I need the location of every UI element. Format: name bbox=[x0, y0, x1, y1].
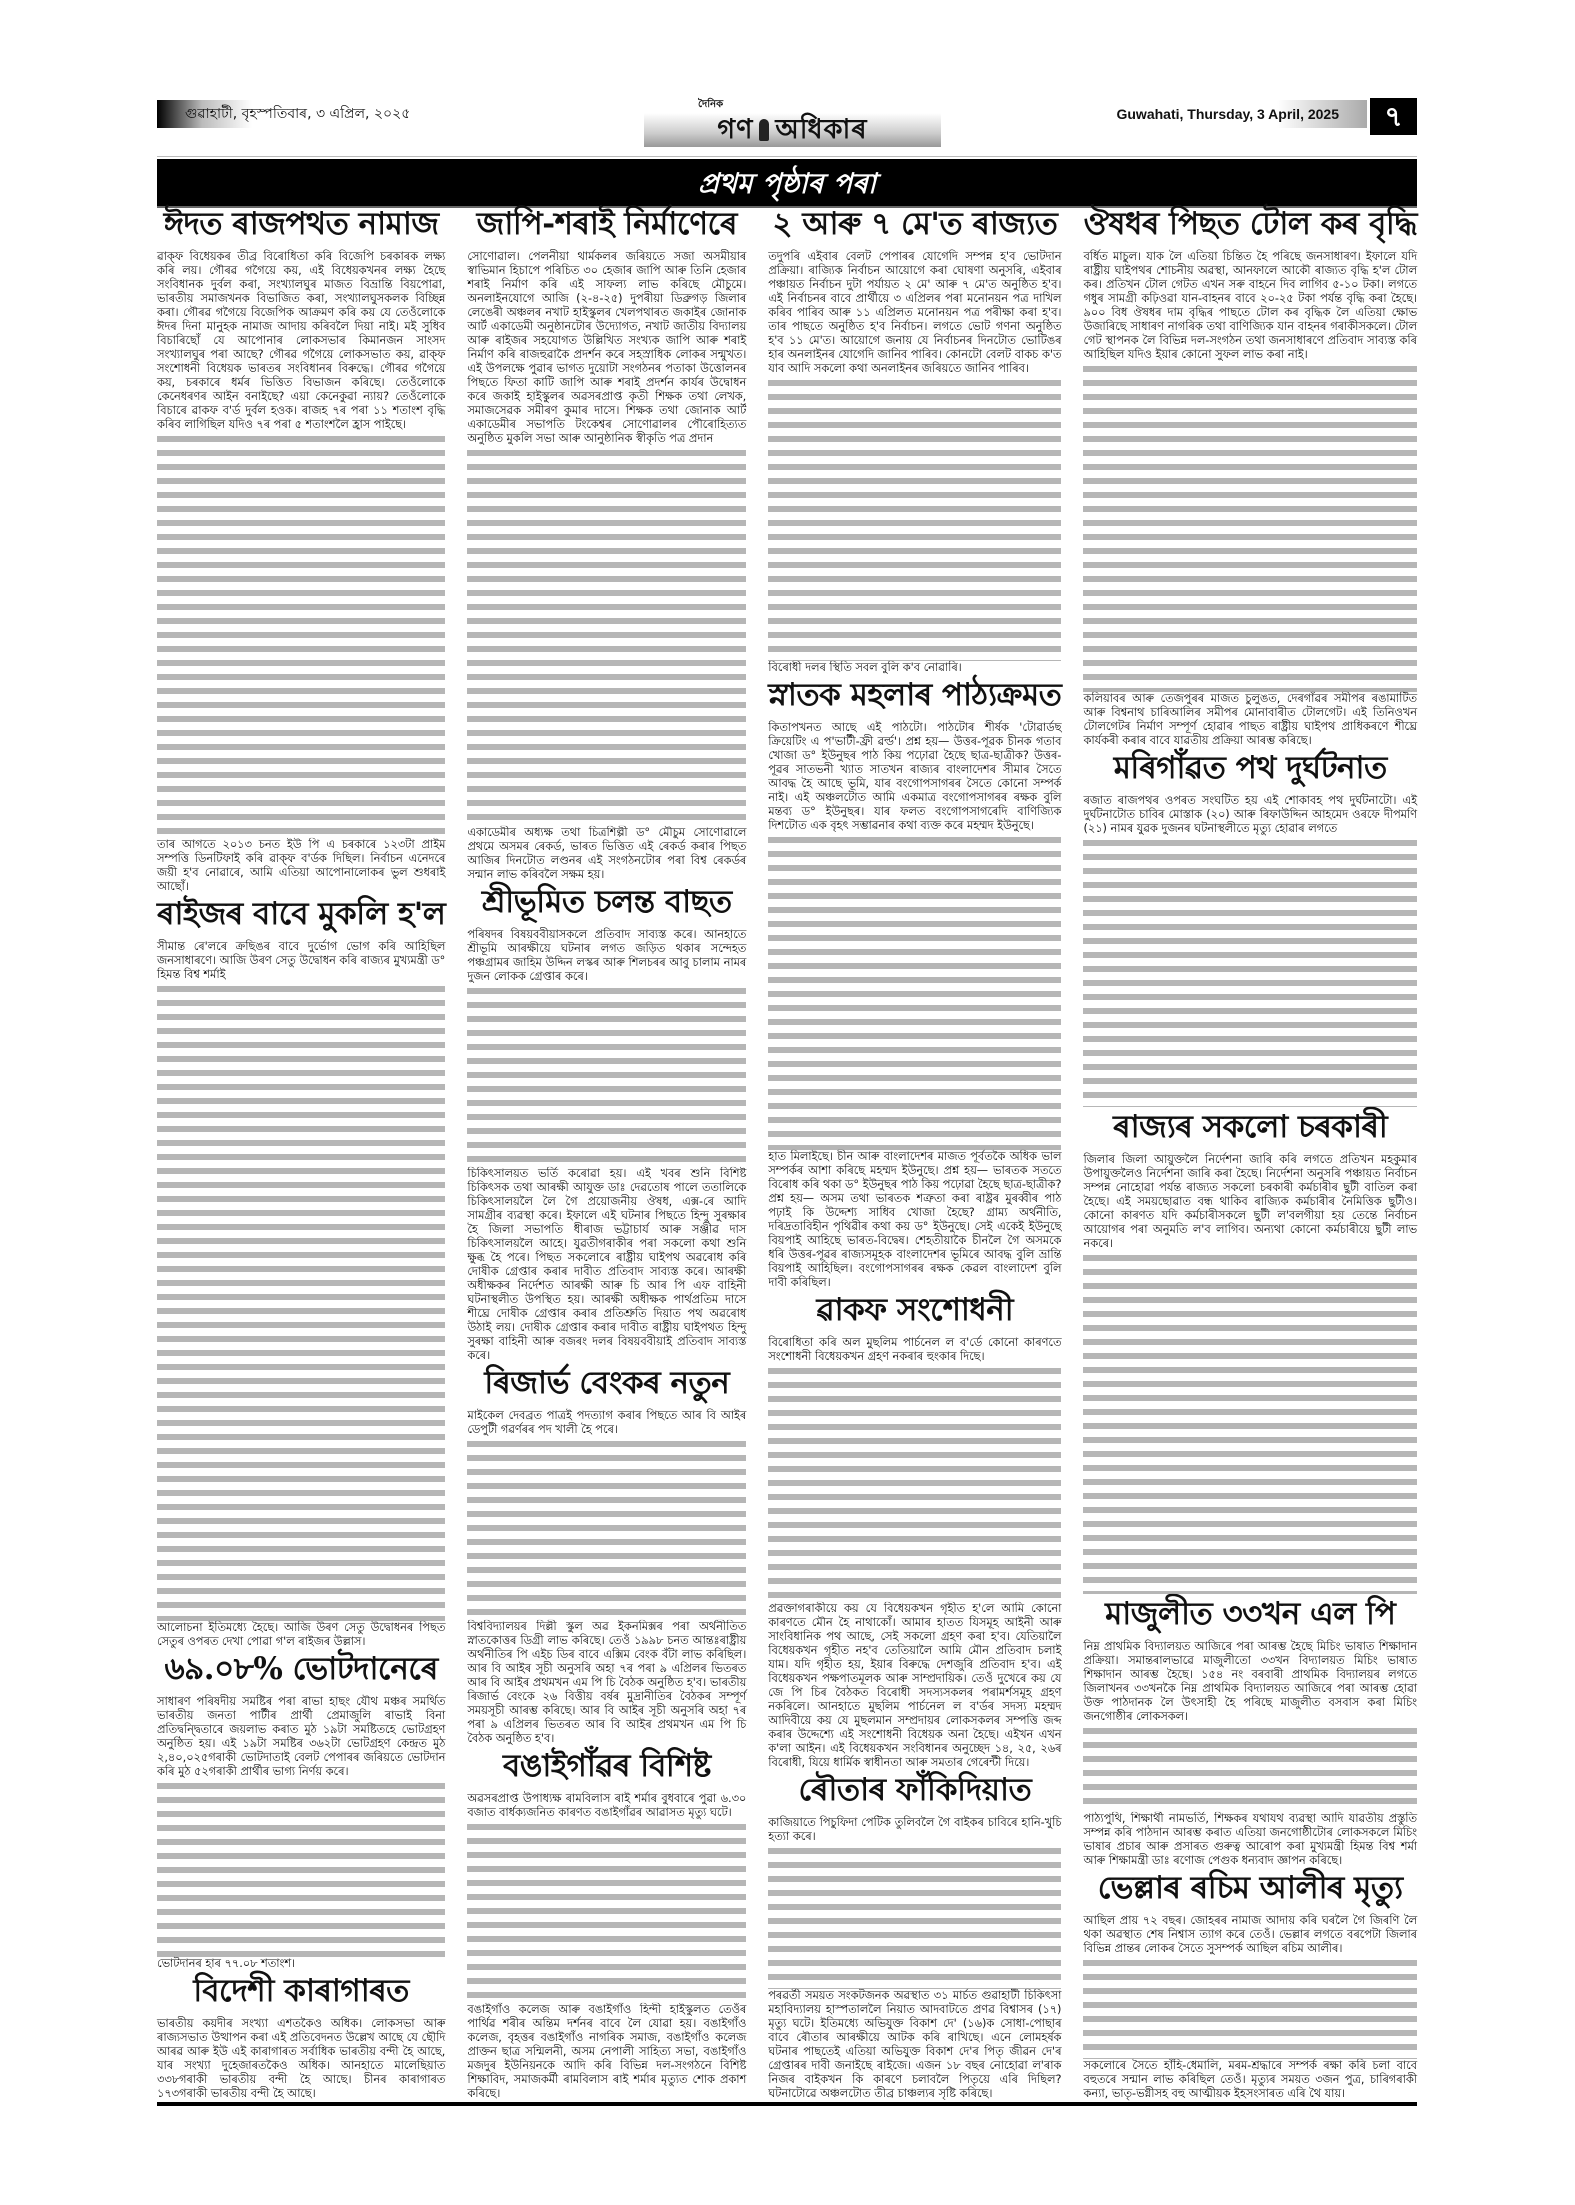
article-headline: ৬৯.০৮% ভোটদানেৰে bbox=[164, 1651, 438, 1687]
article-headline: জাপি-শৰাই নিৰ্মাণেৰে bbox=[476, 206, 737, 242]
article-headline: ৱাকফ সংশোধনী bbox=[816, 1292, 1014, 1328]
body-text-continuation bbox=[157, 1779, 445, 1957]
body-text-continuation bbox=[467, 1437, 746, 1620]
body-text-continuation bbox=[1083, 362, 1417, 692]
body-text-continuation bbox=[157, 432, 445, 838]
column-2 bbox=[467, 204, 746, 2101]
article-body-tail: পাঠ্যপুথি, শিক্ষাৰ্থী নামভৰ্তি, শিক্ষকৰ যথাযথ ব্যৱস্থা আদি যাৱতীয় প্ৰস্তুতি সম্পন্ন কৰি পাঠদান আৰম্ভ কৰাত এতিয়া জনগোষ্ঠীটোৰ লোকসকলে মিচিং ভাষাৰ প্ৰচাৰ আৰু প্ৰসাৰত গুৰুত্ব আৰোপ কৰা মুখ্যমন্ত্ৰী হিমন্ত বিশ্ব শৰ্মা আৰু শিক্ষামন্ত্ৰী ডাঃ ৰণোজ পেগুক ধন্যবাদ জ্ঞাপন কৰিছে। bbox=[1083, 1812, 1417, 1867]
article-eid-namaz bbox=[157, 204, 445, 894]
page-number: ৭ bbox=[1370, 98, 1417, 135]
body-text-continuation bbox=[768, 376, 1061, 661]
article-panchayat-election bbox=[768, 204, 1061, 675]
article-headline: ঈদত ৰাজপথত নামাজ bbox=[163, 206, 439, 242]
article-body-tail: আলোচনা ইতিমধ্যে হৈছে। আজি উৰণ সেতু উদ্বোধনৰ পিছত সেতুৰ ওপৰত দেখা পোৱা গ'ল ৰাইজৰ উল্লাস। bbox=[157, 1621, 446, 1648]
body-text-continuation bbox=[157, 982, 445, 1621]
article-headline: ৰৌতাৰ ফাঁকিদিয়াত bbox=[798, 1772, 1032, 1808]
article-body-lead: নিম্ন প্ৰাথমিক বিদ্যালয়ত আজিৰে পৰা আৰম্ভ হৈছে মিচিং ভাষাত শিক্ষাদান প্ৰক্ৰিয়া। সমান্তৰালভাৱে মাজুলীতো ৩৩খন বিদ্যালয়ত মিচিং ভাষাত শিক্ষাদান আৰম্ভ হৈছে। ১৫৪ নং বৰবাৰী প্ৰাথমিক বিদ্যালয়ৰ লগতে জিলাখনৰ ৩৩খনকৈ নিম্ন প্ৰাথমিক বিদ্যালয়ত আজিৰে পৰা আৰম্ভ হোৱা উক্ত পাঠদানক লৈ উৎসাহী হৈ পৰিছে মাজুলীত বসবাস কৰা মিচিং জনগোষ্ঠীৰ লোকসকল। bbox=[1083, 1640, 1417, 1723]
newspaper-logo bbox=[644, 113, 941, 147]
article-graduate-syllabus bbox=[768, 675, 1061, 1290]
article-bongaigaon-obituary bbox=[467, 1746, 746, 2101]
article-reserve-bank bbox=[467, 1363, 746, 1746]
article-headline: বিদেশী কাৰাগাৰত bbox=[193, 1973, 409, 2009]
column-1 bbox=[157, 204, 445, 2101]
article-bridge-opened bbox=[157, 894, 445, 1649]
article-body-lead: সোণোৱাল। পেলনীয়া থাৰ্মকলৰ জৰিয়তে সজা অসমীয়াৰ স্বাভিমান হিচাপে পৰিচিত ৩০ হেজাৰ জাপি আৰু তিনি হেজাৰ শৰাই নিৰ্মাণ কৰি এই সাফল্য লাভ কৰিছে মৌচুমে। অনলাইনযোগে আজি (২-৪-২৫) দুপৰীয়া ডিব্ৰুগড় জিলাৰ লেঙেৰী অঞ্চলৰ নখাট হাইস্কুলৰ খেলপথাৰত জকাইৰ জোনাক আৰ্ট একাডেমী অনুষ্ঠানটোৰ উদ্যোগত, নখাট জাতীয় বিদ্যালয় আৰু ৰাইজৰ সহযোগত উল্লিখিত সংখ্যক জাপি আৰু শৰাই নিৰ্মাণ কৰি ৰাজহুৱাকৈ প্ৰদৰ্শন কৰে সহস্ৰাধিক লোকৰ সন্মুখত। এই উপলক্ষে পুৱাৰ ভাগত দুয়োটা সংগঠনৰ পতাকা উত্তোলনৰ পিছতে ফিতা কাটি জাপি আৰু শৰাই প্ৰদৰ্শন কাৰ্যৰ উদ্বোধন কৰে জকাই হাইস্কুলৰ অৱসৰপ্ৰাপ্ত কৃতী শিক্ষক তথা লেখক, সমাজসেৱক সমীৰণ কুমাৰ দাসে। শিক্ষক তথা জোনাক আৰ্ট একাডেমীৰ সভাপতি টংকেশ্বৰ সোণোৱালৰ পৌৰোহিত্যত অনুষ্ঠিত মুকলি সভা আৰু আনুষ্ঠানিক স্বীকৃতি পত্ৰ প্ৰদান bbox=[467, 250, 747, 445]
article-body-tail: পৰৱৰ্তী সময়ত সংকটজনক অৱস্থাত ৩১ মাৰ্চত গুৱাহাটী চিকিৎসা মহাবিদ্যালয় হাস্পতাললৈ নিয়াত আদবাটতে প্ৰণৱ বিশ্বাসৰ (১৭) মৃত্যু ঘটে। ইতিমধ্যে অভিযুক্ত বিকাশ দে' (১৬)ক সোধা-পোছাৰ বাবে ৰৌতাৰ আৰক্ষীয়ে আটক কৰি ৰাখিছে। এনে লোমহৰ্ষক ঘটনাৰ পাছতেই এতিয়া অভিযুক্ত বিকাশ দে'ৰ পিতৃ জীৱন দে'ৰ গ্ৰেপ্তাৰৰ দাবী জনাইছে ৰাইজে। এজন ১৮ বছৰ নোহোৱা ল'ৰাক নিজৰ বাইকখন কি কাৰণে চলাবলৈ পিতৃয়ে এৰি দিছিল? ঘটনাটোৱে অঞ্চলটোত তীব্ৰ চাঞ্চল্যৰ সৃষ্টি কৰিছে। bbox=[768, 1989, 1062, 2100]
article-headline: শ্ৰীভূমিত চলন্ত বাছত bbox=[481, 884, 732, 920]
article-headline: ভেল্লাৰ ৰচিম আলীৰ মৃত্যু bbox=[1097, 1870, 1403, 1906]
body-text-continuation bbox=[1083, 1251, 1417, 1594]
article-body-lead: ৱাক্ফ বিধেয়কৰ তীব্ৰ বিৰোধিতা কৰি বিজেপি চৰকাৰক লক্ষ্য কৰি লয়। গৌৰৱ গগৈয়ে কয়, এই বিধেয়কখনৰ লক্ষ্য হৈছে সংবিধানক দুৰ্বল কৰা, সংখ্যালঘুৰ মাজত বিভ্ৰান্তি বিয়পোৱা, ভাৰতীয় সমাজখনক বিভাজিত কৰা, সংখ্যালঘুসকলক বিচ্ছিন্ন কৰা। গৌৰৱ গগৈয়ে বিজেপিক আক্ৰমণ কৰি কয় যে তেওঁলোকে ঈদৰ দিনা মানুহক নামাজ আদায় কৰিবলৈ দিয়া নাই। মই সুধিব বিচাৰিছোঁ যে আপোনাৰ লোকসভাৰ কিমানজন সাংসদ সংখ্যালঘুৰ পৰা আছে? গৌৰৱ গগৈয়ে লোকসভাত কয়, ৱাক্ফ সংশোধনী বিধেয়ক ভাৰতৰ সংবিধানৰ বিৰুদ্ধে। গৌৰৱ গগৈয়ে কয়, চৰকাৰে ধৰ্মৰ ভিত্তিত বিভাজন কৰিছে। তেওঁলোকে কেনেধৰণৰ আইন বনাইছে? এয়া কেনেকুৱা ন্যায়? তেওঁলোকে বিচাৰে ৱাকফ ব'ৰ্ড দুৰ্বল হওক। ৰাজহ ৭ৰ পৰা ১১ শতাংশ বৃদ্ধি কৰিব লাগিছিল যদিও ৭ৰ পৰা ৫ শতাংশলৈ হ্ৰাস পাইছে। bbox=[157, 250, 446, 431]
article-body-tail: বঙাইগাঁও কলেজ আৰু বঙাইগাঁও হিন্দী হাইস্কুলত তেওঁৰ পাৰ্থিৱ শৰীৰ অন্তিম দৰ্শনৰ বাবে লৈ যোৱা হয়। বঙাইগাঁও কলেজ, বৃহত্তৰ বঙাইগাঁও নাগৰিক সমাজ, বঙাইগাঁও কলেজ প্ৰাক্তন ছাত্ৰ সন্মিলনী, অসম নেপালী সাহিত্য সভা, বঙাইগাঁও মজদুৰ ইউনিয়নকে আদি কৰি বিভিন্ন দল-সংগঠনে বিশিষ্ট শিক্ষাবিদ, সমাজকৰ্মী ৰামবিলাস ৰাই শৰ্মাৰ মৃত্যুত শোক প্ৰকাশ কৰিছে। bbox=[467, 2003, 747, 2100]
article-foreign-prisons bbox=[157, 1971, 445, 2101]
article-body-lead: অৱসৰপ্ৰাপ্ত উপাধ্যক্ষ ৰামবিলাস ৰাই শৰ্মাৰ বুধবাৰে পুৱা ৬.৩০ বজাত বাৰ্ধক্যজনিত কাৰণত বঙাইগাঁৱৰ আৱাসত মৃত্যু ঘটে। bbox=[467, 1792, 747, 1819]
divider bbox=[157, 156, 1417, 157]
article-waqf-amendment bbox=[768, 1290, 1061, 1770]
column-3 bbox=[768, 204, 1061, 2101]
article-toll-hike bbox=[1083, 204, 1417, 748]
article-headline: স্নাতক মহলাৰ পাঠ্যক্ৰমত bbox=[768, 677, 1062, 713]
article-body-tail: তাৰ আগতে ২০১৩ চনত ইউ পি এ চৰকাৰে ১২৩টা প্ৰাইম সম্পত্তি ডিনটিফাই কৰি ৱাক্ফ ব'ৰ্ডক দিছিল। নিৰ্বাচন এনেদৰে জয়ী হ'ব নোৱাৰে, আমি এতিয়া আপোনালোকৰ ভুল শুধৰাই আছোঁ। bbox=[157, 838, 446, 893]
masthead-date-assamese: গুৱাহাটী, বৃহস্পতিবাৰ, ৩ এপ্ৰিল, ২০২৫ bbox=[157, 100, 407, 128]
article-body-lead: মাইকেল দেবব্ৰত পাত্ৰই পদত্যাগ কৰাৰ পিছতে আৰ বি আইৰ ডেপুটী গৱৰ্ণৰৰ পদ খালী হৈ পৰে। bbox=[467, 1409, 747, 1436]
article-body-lead: ৰজাত ৰাজপথৰ ওপৰত সংঘটিত হয় এই শোকাবহ পথ দুৰ্ঘটনাটো। এই দুৰ্ঘটনাটোত চাবিৰ মোস্তাক (২০) আৰু ৰিফাউদ্দিন আহমেদ ওৰফে দীপমণি (২১) নামৰ যুৱক দুজনৰ ঘটনাস্থলীতে মৃত্যু হোৱাৰ লগতে bbox=[1083, 794, 1417, 835]
article-japi-record bbox=[467, 204, 746, 882]
article-body-tail: কলিয়াবৰ আৰু তেজপুৰৰ মাজত চুলুঙত, দেৰগাঁৱৰ সমীপৰ ৰঙামাটিত আৰু বিশ্বনাথ চাৰিআলিৰ সমীপৰ মোনাবাৰীত টোলগেট। এই তিনিওখন টোলগেটৰ নিৰ্মাণ সম্পূৰ্ণ হোৱাৰ পাছত ৰাষ্ট্ৰীয় ঘাইপথ প্ৰাধিকৰণে শীঘ্ৰে কাৰ্যকৰী কৰাৰ বাবে যাৱতীয় প্ৰক্ৰিয়া আৰম্ভ কৰিছে। bbox=[1083, 692, 1417, 747]
article-columns bbox=[157, 204, 1417, 2100]
article-rowta-murder bbox=[768, 1770, 1061, 2101]
article-body-lead: আছিল প্ৰায় ৭২ বছৰ। জোহৰৰ নামাজ আদায় কৰি ঘৰলৈ গৈ জিৰণি লৈ থকা অৱস্থাত শেষ নিশ্বাস ত্যাগ কৰে তেওঁ। ভেল্লাৰ লগতে বৰপেটা জিলাৰ বিভিন্ন প্ৰান্তৰ লোকৰ সৈতে সুসম্পৰ্ক আছিল ৰচিম আলীৰ। bbox=[1083, 1914, 1417, 1955]
article-body-tail: ভোটদানৰ হাৰ ৭৭.০৮ শতাংশ। bbox=[157, 1957, 296, 1970]
body-text-continuation bbox=[467, 446, 746, 826]
article-body-lead: কাজিয়াতে পিচুফিদা পেটিক তুলিবলৈ গৈ বাইকৰ চাবিৰে হানি-খুচি হত্যা কৰে। bbox=[768, 1816, 1062, 1843]
article-headline: ৰাইজৰ বাবে মুকলি হ'ল bbox=[157, 896, 446, 932]
logo-word-right: অধিকাৰ bbox=[775, 114, 868, 145]
article-body-lead: বৰ্ধিত মাচুল। যাক লৈ এতিয়া চিন্তিত হৈ পৰিছে জনসাধাৰণ। ইফালে যদি ৰাষ্ট্ৰীয় ঘাইপথৰ শোচনীয় অৱস্থা, আনফালে আকৌ ৰাজ্যত বৃদ্ধি হ'ল টোল কৰ। প্ৰতিখন টোল গেটত এখন সৰু বাহনে দিব লাগিব ৫-১০ টকা। লগতে গধুৰ সামগ্ৰী কঢ়িওৱা যান-বাহনৰ বাবে ২০-২৫ টকা পৰ্যন্ত বৃদ্ধি কৰা হৈছে। ৯০০ বিধ ঔষধৰ দাম বৃদ্ধিৰ পাছতে টোল কৰ বৃদ্ধিক লৈ এতিয়া ক্ষোভ উজাৰিছে সাধাৰণ নাগৰিক তথা বাণিজ্যিক যান বাহনৰ গৰাকীসকলে। টোল গেট স্থাপনক লৈ বিভিন্ন দল-সংগঠন তথা জনসাধাৰণে প্ৰতিবাদ সাব্যস্ত কৰি আহিছিল যদিও ইয়াৰ কোনো সুফল লাভ কৰা নাই। bbox=[1083, 250, 1417, 361]
article-body-lead: সীমান্ত ৰে'লৰে ক্ৰছিঙৰ বাবে দুৰ্ভোগ ভোগ কৰি আহিছিল জনসাধাৰণে। আজি উৰণ সেতু উদ্বোধন কৰি ৰাজ্যৰ মুখ্যমন্ত্ৰী ড° হিমন্ত বিশ্ব শৰ্মাই bbox=[157, 940, 446, 981]
article-majuli-mising-schools bbox=[1083, 1594, 1417, 1868]
article-headline: মৰিগাঁৱত পথ দুৰ্ঘটনাত bbox=[1113, 750, 1387, 786]
article-body-tail: প্ৰৱক্তাগৰাকীয়ে কয় যে বিধেয়কখন গৃহীত হ'লে আমি কোনো কাৰণতে মৌন হৈ নাথাকোঁ। আমাৰ হাতত যিসমূহ আইনী আৰু সাংবিধানিক পথ আছে, সেই সকলো গ্ৰহণ কৰা হ'ব। যেতিয়ালৈ বিধেয়কখন গৃহীত নহ'ব তেতিয়ালৈ আমি মৌন প্ৰতিবাদ চলাই যাম। যদি গৃহীত হয়, ইয়াৰ বিৰুদ্ধে দেশজুৰি প্ৰতিবাদ হ'ব। এই বিধেয়কখন পক্ষপাতমূলক আৰু সাম্প্ৰদায়িক। তেওঁ দুখেৰে কয় যে জে পি চিৰ বৈঠকত বিৰোধী সদস্যসকলৰ পৰামৰ্শসমূহ গ্ৰহণ নকৰিলে। আনহাতে মুছলিম পাৰ্চনেল ল ব'ৰ্ডৰ সদস্য মহম্মদ আদিবীয়ে কয় যে মুছলমান সম্প্ৰদায়ৰ লোকসকলৰ সম্পত্তি জব্দ কৰাৰ উদ্দেশ্যে এই সংশোধনী বিধেয়ক অনা হৈছে। এইখন এখন ক'লা আইন। এই বিধেয়কখন সংবিধানৰ অনুচ্ছেদ ১৪, ২৫, ২৬ৰ বিৰোধী, যিয়ে ধাৰ্মিক স্বাধীনতা আৰু সমতাৰ গেৰেন্টী দিয়ে। bbox=[768, 1602, 1062, 1769]
article-body-lead: বিৰোধিতা কৰি অল মুছলিম পাৰ্চনেল ল ব'ৰ্ডে কোনো কাৰণতে সংশোধনী বিধেয়কখন গ্ৰহণ নকৰাৰ হুংকাৰ দিছে। bbox=[768, 1336, 1062, 1363]
article-headline: ৰাজ্যৰ সকলো চৰকাৰী bbox=[1113, 1109, 1388, 1145]
article-headline: মাজুলীত ৩৩খন এল পি bbox=[1105, 1596, 1396, 1632]
article-body-lead: জিলাৰ জিলা আয়ুক্তলৈ নিৰ্দেশনা জাৰি কৰি লগতে প্ৰতিখন মহকুমাৰ উপায়ুক্তলৈও নিৰ্দেশনা জাৰি কৰা হৈছে। নিৰ্দেশনা অনুসৰি পঞ্চায়ত নিৰ্বাচন সম্পন্ন নোহোৱা পৰ্যন্ত ৰাজ্যত সকলো চৰকাৰী কৰ্মচাৰীৰ ছুটী বাতিল কৰা হৈছে। এই সময়ছোৱাত বন্ধ থাকিব ৰাজ্যিক কৰ্মচাৰীৰ নৈমিত্তিক ছুটীও। কোনো কাৰণত যদি কৰ্মচাৰীসকলে ছুটী ল'বলগীয়া হয় তেন্তে নিৰ্বাচন আয়োগৰ পৰা অনুমতি ল'ব লাগিব। অন্যথা কোনো কৰ্মচাৰীয়ে ছুটী লাভ নকৰে। bbox=[1083, 1153, 1417, 1250]
article-body-tail: বিৰোধী দলৰ স্থিতি সবল বুলি ক'ব নোৱাৰি। bbox=[768, 661, 962, 674]
body-text-continuation bbox=[1083, 836, 1417, 1107]
article-body-lead: কিতাপখনত আছে এই পাঠটো। পাঠটোৰ শীৰ্ষক 'টোৱাৰ্ডছ ক্ৰিয়েটিং এ প'ভাৰ্টী-ফ্ৰী ৱৰ্ল্ড'। প্ৰশ্ন হয়— উত্তৰ-পূৱক চীনক গতাব খোজা ড° ইউনুছৰ পাঠ কিয় পঢ়োৱা হৈছে ছাত্ৰ-ছাত্ৰীক? উত্তৰ-পূৱৰ সাতভনী খ্যাত সাতখন ৰাজ্যৰ বাংলাদেশৰ সীমাৰ সৈতে আবদ্ধ হৈ আছে ভূমি, যাৰ বংগোপসাগৰৰ সৈতে কোনো সম্পৰ্ক নাই। এই অঞ্চলটোত আমি একমাত্ৰ বংগোপসাগৰৰ ৰক্ষক বুলি মন্তব্য ড° ইউনুছৰ। যাৰ ফলত বংগোপসাগৰেদি বাণিজ্যিক দিশটোত এক বৃহৎ সম্ভাৱনাৰ কথা ব্যক্ত কৰে মহম্মদ ইউনুছে। bbox=[768, 721, 1062, 832]
column-4 bbox=[1083, 204, 1417, 2101]
article-headline: ২ আৰু ৭ মে'ত ৰাজ্যত bbox=[772, 206, 1058, 242]
section-banner: প্ৰথম পৃষ্ঠাৰ পৰা bbox=[157, 159, 1417, 208]
article-body-lead: তদুপৰি এইবাৰ বেলট পেপাৰৰ যোগেদি সম্পন্ন হ'ব ভোটদান প্ৰক্ৰিয়া। ৰাজ্যিক নিৰ্বাচন আয়োগে কৰা ঘোষণা অনুসৰি, এইবাৰ পঞ্চায়ত নিৰ্বাচন দুটা পৰ্যায়ত ২ মে' আৰু ৭ মে'ত অনুষ্ঠিত হ'ব। এই নিৰ্বাচনৰ বাবে প্ৰাৰ্থীয়ে ৩ এপ্ৰিলৰ পৰা মনোনয়ন পত্ৰ দাখিল কৰিব পাৰিব আৰু ১১ এপ্ৰিলত মনোনয়ন পত্ৰ পৰীক্ষা কৰা হ'ব। তাৰ পাছতে অনুষ্ঠিত হ'ব নিৰ্বাচন। লগতে ভোট গণনা অনুষ্ঠিত হ'ব ১১ মে'ত। আয়োগে জনায় যে নিৰ্বাচনৰ দিনটোত ভোটিঙৰ হাৰ অনলাইনৰ যোগেদি জানিব পাৰিব। কোনটো বেলট বাকচ ক'ত যাব আদি সকলো কথা অনলাইনৰ জৰিয়তে জানিব পাৰিব। bbox=[768, 250, 1062, 375]
article-body-tail: সকলোৰে সৈতে হাঁহি-ধেমালি, মৰম-শ্ৰদ্ধাৰে সম্পৰ্ক ৰক্ষা কৰি চলা বাবে বহুতৰে সন্মান লাভ কৰিছিল তেওঁ। মৃত্যুৰ সময়ত ৩জন পুত্ৰ, চাৰিগৰাকী কন্যা, ভাতৃ-ভগ্নীসহ বহু আত্মীয়ক ইহসংসাৰত এৰি থৈ যায়। bbox=[1083, 2059, 1417, 2100]
article-body-tail: বিশ্ববিদ্যালয়ৰ দিল্লী স্কুল অৱ ইকনমিক্সৰ পৰা অৰ্থনীতিত স্নাতকোত্তৰ ডিগ্ৰী লাভ কৰিছে। তেওঁ ১৯৯৮ চনত আন্তঃৰাষ্ট্ৰীয় অৰ্থনীতিৰ পি এইচ ডিৰ বাবে এক্সিম বেংক বঁটা লাভ কৰিছিল। আৰ বি আইৰ সূচী অনুসৰি অহা ৭ৰ পৰা ৯ এপ্ৰিলৰ ভিতৰত আৰ বি আইৰ প্ৰথমখন এম পি চি বৈঠক অনুষ্ঠিত হ'ব। ভাৰতীয় ৰিজাৰ্ভ বেংকে ২৬ বিত্তীয় বৰ্ষৰ মুদ্ৰানীতিৰ বৈঠকৰ সম্পূৰ্ণ সময়সূচী আৰম্ভ কৰিছে। আৰ বি আইৰ সূচী অনুসৰি অহা ৭ৰ পৰা ৯ এপ্ৰিলৰ ভিতৰত আৰ বি আইৰ প্ৰথমখন এম পি চি বৈঠক অনুষ্ঠিত হ'ব। bbox=[467, 1620, 747, 1745]
body-text-continuation bbox=[768, 1364, 1061, 1602]
article-morigaon-accident bbox=[1083, 748, 1417, 1107]
body-text-continuation bbox=[768, 833, 1061, 1150]
article-body-lead: পৰিষদৰ বিষয়ববীয়াসকলে প্ৰতিবাদ সাব্যস্ত কৰে। আনহাতে শ্ৰীভূমি আৰক্ষীয়ে ঘটনাৰ লগত জড়িত থকাৰ সন্দেহত পঞ্চগ্ৰামৰ জাহিম উদ্দিন লস্কৰ আৰু শিলচৰৰ আবু চালাম নামৰ দুজন লোকক গ্ৰেপ্তাৰ কৰে। bbox=[467, 928, 747, 983]
article-govt-employees-leave bbox=[1083, 1107, 1417, 1594]
article-body-lead: সাধাৰণ পৰিষদীয় সমষ্টিৰ পৰা ৰাভা হাছং যৌথ মঞ্চৰ সমৰ্থিত ভাৰতীয় জনতা পাৰ্টীৰ প্ৰাৰ্থী প্ৰেমাজুলি ৰাভাই বিনা প্ৰতিদ্বন্দ্বিতাৰে জয়লাভ কৰাত মুঠ ১৯টা সমষ্টিতহে ভোটগ্ৰহণ অনুষ্ঠিত হয়। এই ১৯টা সমষ্টিৰ ৩৬২টা ভোটগ্ৰহণ কেন্দ্ৰত মুঠ ২,৪০,০২৫গৰাকী ভোটদাতাই বেলট পেপাৰৰ জৰিয়তে ভোটদান কৰি মুঠ ৫২গৰাকী প্ৰাৰ্থীৰ ভাগ্য নিৰ্ণয় কৰে। bbox=[157, 1695, 446, 1778]
article-sribhumi-bus bbox=[467, 882, 746, 1363]
body-text-continuation bbox=[1083, 1724, 1417, 1812]
masthead-date-english: Guwahati, Thursday, 3 April, 2025 bbox=[1067, 100, 1367, 128]
logo-emblem-icon bbox=[759, 119, 769, 141]
body-text-continuation bbox=[768, 1844, 1061, 1989]
body-text-continuation bbox=[467, 1820, 746, 2003]
article-bhella-obituary bbox=[1083, 1868, 1417, 2101]
page-bottom-rule bbox=[157, 2102, 1417, 2106]
article-voter-turnout bbox=[157, 1649, 445, 1971]
article-body-lead: ভাৰতীয় কয়দীৰ সংখ্যা এশতকৈও অধিক। লোকসভা আৰু ৰাজ্যসভাত উত্থাপন কৰা এই প্ৰতিবেদনত উল্লেখ আছে যে ছৌদি আৰৱ আৰু ইউ এই কাৰাগাৰত সৰ্বাধিক ভাৰতীয় বন্দী হৈ আছে, যাৰ সংখ্যা দুহেজাৰতকৈও অধিক। আনহাতে মালেছিয়াত ৩৩৮গৰাকী ভাৰতীয় বন্দী হৈ আছে। চীনৰ কাৰাগাৰত ১৭৩গৰাকী ভাৰতীয় বন্দী হৈ আছে। bbox=[157, 2017, 446, 2100]
article-headline: ঔষধৰ পিছত টোল কৰ বৃদ্ধি bbox=[1083, 206, 1417, 242]
body-text-continuation bbox=[467, 984, 746, 1167]
article-body-tail: হাত মিলাইছে। চীন আৰু বাংলাদেশৰ মাজত পূৰ্বতকৈ অধিক ভাল সম্পৰ্কৰ আশা কৰিছে মহম্মদ ইউনুছে। প্ৰশ্ন হয়— ভাৰতক সততে বিৰোধ কৰি থকা ড° ইউনুছৰ পাঠ কিয় পঢ়োৱা হৈছে ছাত্ৰ-ছাত্ৰীক? প্ৰশ্ন হয়— অসম তথা ভাৰতক শত্ৰুতা কৰা ৰাষ্ট্ৰৰ মুৰব্বীৰ পাঠ পঢ়াই কি উদ্দেশ্য সাধিব খোজা হৈছে? গ্ৰাম্য অৰ্থনীতি, দৰিদ্ৰতাবিহীন পৃথিৱীৰ কথা কয় ড° ইউনুছে। সেই একেই ইউনুছে বিয়পাই আহিছে ভাৰত-বিদ্বেষ। শেহতীয়াকৈ চীনলৈ গৈ অসমকে ধৰি উত্তৰ-পূৱৰ ৰাজ্যসমূহক বাংলাদেশৰ ভূমিৰে আবদ্ধ বুলি ভ্ৰান্তি বিয়পাই আহিছিল। বংগোপসাগৰৰ ৰক্ষক কেৱল বাংলাদেশ বুলি দাবী কৰিছিল। bbox=[768, 1150, 1062, 1289]
article-body-tail: একাডেমীৰ অধ্যক্ষ তথা চিত্ৰশিল্পী ড° মৌচুম সোণোৱালে প্ৰথমে অসমৰ ৰেকৰ্ড, ভাৰত ভিত্তিত এই ৰেকৰ্ড কৰাৰ পিছত আজিৰ দিনটোত লণ্ডনৰ এই সংগঠনটোৰ পৰা বিশ্ব ৰেকৰ্ডৰ সন্মান লাভ কৰিবলৈ সক্ষম হয়। bbox=[467, 826, 747, 881]
article-body-tail: চিকিৎসালয়ত ভৰ্তি কৰোৱা হয়। এই খবৰ শুনি বিশিষ্ট চিকিৎসক তথা আৰক্ষী আযুক্ত ডাঃ দেৱতোষ পালে ততালিকে চিকিৎসালয়লৈ লৈ গৈ প্ৰয়োজনীয় ঔষধ, এক্স-ৰে আদি সামগ্ৰীৰ ব্যৱস্থা কৰে। ইফালে এই ঘটনাৰ পিছতে হিন্দু সুৰক্ষাৰ হৈ জিলা সভাপতি ধীৰাজ ভট্টাচাৰ্য আৰু সঞ্জীৱ দাস চিকিৎসালয়লৈ আহে। যুৱতীগৰাকীৰ পৰা সকলো কথা শুনি ক্ষুব্ধ হৈ পৰে। পিছত সকলোৰে ৰাষ্ট্ৰীয় ঘাইপথ অৱৰোধ কৰি দোষীক গ্ৰেপ্তাৰ কৰাৰ দাবীত প্ৰতিবাদ সাব্যস্ত কৰে। আৰক্ষী অধীক্ষকৰ নিৰ্দেশত আৰক্ষী আৰু চি আৰ পি এফ বাহিনী ঘটনাস্থলীত উপস্থিত হয়। আৰক্ষী অধীক্ষক পাৰ্থপ্ৰতিম দাসে শীঘ্ৰে দোষীক গ্ৰেপ্তাৰ কৰাৰ প্ৰতিশ্ৰুতি দিয়াত পথ অৱৰোধ উঠাই লয়। দোষীক গ্ৰেপ্তাৰ কৰাৰ দাবীত ৰাষ্ট্ৰীয় ঘাইপথত হিন্দু সুৰক্ষা বাহিনী আৰু বজৰং দলৰ বিষয়ববীয়াই প্ৰতিবাদ সাব্যস্ত কৰে। bbox=[467, 1167, 747, 1362]
article-headline: ৰিজাৰ্ভ বেংকৰ নতুন bbox=[484, 1365, 730, 1401]
article-headline: বঙাইগাঁৱৰ বিশিষ্ট bbox=[502, 1748, 711, 1784]
logo-word-left: গণ bbox=[717, 114, 754, 145]
logo-tagline: দৈনিক bbox=[698, 99, 724, 110]
body-text-continuation bbox=[1083, 1956, 1417, 2059]
